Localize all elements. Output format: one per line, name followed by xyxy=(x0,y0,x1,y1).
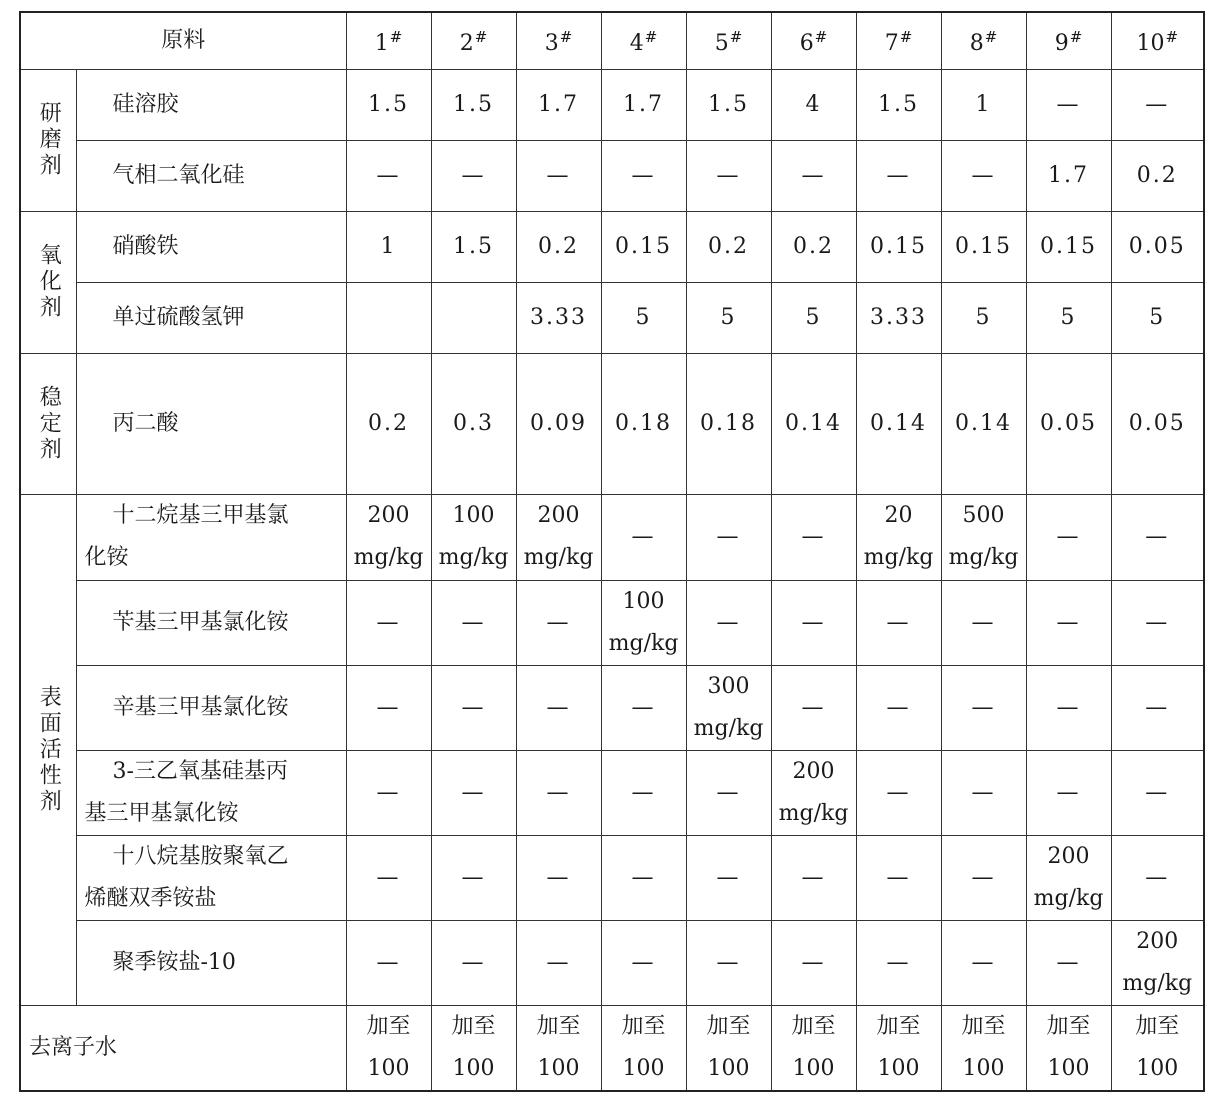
value-cell: — xyxy=(856,750,941,835)
value-cell: 0.18 xyxy=(601,353,686,494)
value-cell: — xyxy=(1111,580,1204,665)
value-cell: — xyxy=(856,835,941,920)
group-label-text: 表面活性剂 xyxy=(36,684,62,815)
value-cell: 5 xyxy=(1026,282,1111,353)
value-cell: 5 xyxy=(686,282,771,353)
value-cell: — xyxy=(346,920,431,1005)
material-row xyxy=(20,920,1204,1005)
value-cell: 0.15 xyxy=(601,211,686,282)
value-cell: 100 mg/kg xyxy=(431,494,516,580)
material-name: 十八烷基胺聚氧乙 烯醚双季铵盐 xyxy=(76,835,346,920)
value-cell: 0.18 xyxy=(686,353,771,494)
value-cell: 0.05 xyxy=(1026,353,1111,494)
value-cell: — xyxy=(431,750,516,835)
sample-header: 1# xyxy=(346,12,431,69)
value-cell: 1.7 xyxy=(1026,140,1111,211)
value-cell: 0.15 xyxy=(941,211,1026,282)
value-cell: 0.2 xyxy=(1111,140,1204,211)
group-label-text: 稳定剂 xyxy=(36,384,62,463)
group-label-text: 研磨剂 xyxy=(36,101,62,179)
value-cell: — xyxy=(431,140,516,211)
group-label xyxy=(20,69,76,211)
material-name: 3-三乙氧基硅基丙 基三甲基氯化铵 xyxy=(76,750,346,835)
value-cell: — xyxy=(1111,69,1204,140)
value-cell: — xyxy=(346,580,431,665)
value-cell: — xyxy=(771,835,856,920)
value-cell: — xyxy=(1111,750,1204,835)
material-name: 硅溶胶 xyxy=(76,69,346,140)
material-name: 苄基三甲基氯化铵 xyxy=(76,580,346,665)
value-cell: 5 xyxy=(941,282,1026,353)
value-cell: — xyxy=(686,920,771,1005)
value-cell: — xyxy=(1111,835,1204,920)
value-cell: — xyxy=(771,580,856,665)
value-cell: — xyxy=(516,835,601,920)
value-cell: — xyxy=(941,140,1026,211)
value-cell: — xyxy=(856,580,941,665)
value-cell: 0.14 xyxy=(856,353,941,494)
value-cell: 5 xyxy=(1111,282,1204,353)
value-cell: 200 mg/kg xyxy=(1026,835,1111,920)
value-cell: 500 mg/kg xyxy=(941,494,1026,580)
material-name: 丙二酸 xyxy=(76,353,346,494)
water-value-cell: 加至 100 xyxy=(856,1005,941,1091)
sample-header: 7# xyxy=(856,12,941,69)
value-cell: 1.5 xyxy=(431,69,516,140)
value-cell: — xyxy=(856,140,941,211)
water-value-cell: 加至 100 xyxy=(686,1005,771,1091)
value-cell: — xyxy=(941,835,1026,920)
value-cell: — xyxy=(771,494,856,580)
material-name: 硝酸铁 xyxy=(76,211,346,282)
material-row xyxy=(20,353,1204,494)
material-row xyxy=(20,835,1204,920)
material-row xyxy=(20,69,1204,140)
group-label xyxy=(20,211,76,353)
water-value-cell: 加至 100 xyxy=(1111,1005,1204,1091)
value-cell: — xyxy=(941,920,1026,1005)
value-cell: 0.14 xyxy=(941,353,1026,494)
value-cell: 1.7 xyxy=(516,69,601,140)
sample-header: 5# xyxy=(686,12,771,69)
material-row xyxy=(20,665,1204,750)
material-name: 气相二氧化硅 xyxy=(76,140,346,211)
value-cell: 0.09 xyxy=(516,353,601,494)
sample-header: 10# xyxy=(1111,12,1204,69)
value-cell: 1 xyxy=(346,211,431,282)
material-row xyxy=(20,494,1204,580)
value-cell: 0.05 xyxy=(1111,211,1204,282)
value-cell: — xyxy=(856,920,941,1005)
material-row xyxy=(20,211,1204,282)
value-cell: — xyxy=(601,140,686,211)
value-cell: 5 xyxy=(771,282,856,353)
value-cell: 200 mg/kg xyxy=(346,494,431,580)
header-row xyxy=(20,12,1204,69)
value-cell: 0.2 xyxy=(771,211,856,282)
value-cell: — xyxy=(1026,665,1111,750)
group-label-text: 氧化剂 xyxy=(36,243,62,321)
value-cell: 4 xyxy=(771,69,856,140)
value-cell: — xyxy=(1026,494,1111,580)
value-cell: 1.5 xyxy=(686,69,771,140)
value-cell: 0.05 xyxy=(1111,353,1204,494)
value-cell: 1.5 xyxy=(431,211,516,282)
value-cell: 5 xyxy=(601,282,686,353)
value-cell: — xyxy=(516,750,601,835)
value-cell: 3.33 xyxy=(856,282,941,353)
value-cell: — xyxy=(431,665,516,750)
value-cell: — xyxy=(346,750,431,835)
value-cell: — xyxy=(1026,580,1111,665)
material-name: 单过硫酸氢钾 xyxy=(76,282,346,353)
value-cell: — xyxy=(346,835,431,920)
value-cell: 300 mg/kg xyxy=(686,665,771,750)
value-cell: 0.14 xyxy=(771,353,856,494)
water-label: 去离子水 xyxy=(20,1005,346,1091)
group-label xyxy=(20,494,76,1005)
value-cell: — xyxy=(431,920,516,1005)
value-cell: — xyxy=(1026,920,1111,1005)
value-cell: 0.15 xyxy=(1026,211,1111,282)
value-cell: 0.2 xyxy=(346,353,431,494)
value-cell: — xyxy=(856,665,941,750)
value-cell: — xyxy=(686,835,771,920)
value-cell: — xyxy=(601,835,686,920)
value-cell: — xyxy=(431,835,516,920)
value-cell: 1.5 xyxy=(856,69,941,140)
value-cell: — xyxy=(346,140,431,211)
value-cell: — xyxy=(686,494,771,580)
value-cell xyxy=(346,282,431,353)
value-cell: — xyxy=(941,750,1026,835)
value-cell: — xyxy=(1026,750,1111,835)
value-cell: — xyxy=(771,140,856,211)
value-cell: — xyxy=(516,580,601,665)
material-name: 十二烷基三甲基氯 化铵 xyxy=(76,494,346,580)
group-label xyxy=(20,353,76,494)
value-cell: — xyxy=(686,140,771,211)
value-cell: 0.2 xyxy=(686,211,771,282)
value-cell: — xyxy=(941,665,1026,750)
value-cell: — xyxy=(601,750,686,835)
value-cell: — xyxy=(346,665,431,750)
value-cell: — xyxy=(771,665,856,750)
material-row xyxy=(20,580,1204,665)
sample-header: 9# xyxy=(1026,12,1111,69)
value-cell: — xyxy=(1111,494,1204,580)
sample-header: 3# xyxy=(516,12,601,69)
material-row xyxy=(20,750,1204,835)
water-value-cell: 加至 100 xyxy=(516,1005,601,1091)
sample-header: 2# xyxy=(431,12,516,69)
value-cell: 200 mg/kg xyxy=(516,494,601,580)
value-cell: — xyxy=(686,750,771,835)
material-row xyxy=(20,282,1204,353)
value-cell: — xyxy=(516,665,601,750)
water-row xyxy=(20,1005,1204,1091)
value-cell: — xyxy=(771,920,856,1005)
formulation-table xyxy=(19,11,1205,1092)
value-cell: 3.33 xyxy=(516,282,601,353)
sample-header: 4# xyxy=(601,12,686,69)
material-name: 聚季铵盐-10 xyxy=(76,920,346,1005)
value-cell: — xyxy=(1026,69,1111,140)
value-cell: 0.2 xyxy=(516,211,601,282)
value-cell: 20 mg/kg xyxy=(856,494,941,580)
water-value-cell: 加至 100 xyxy=(346,1005,431,1091)
value-cell: — xyxy=(516,920,601,1005)
value-cell: — xyxy=(601,920,686,1005)
value-cell: 1.7 xyxy=(601,69,686,140)
material-name: 辛基三甲基氯化铵 xyxy=(76,665,346,750)
value-cell: 200 mg/kg xyxy=(1111,920,1204,1005)
value-cell: 200 mg/kg xyxy=(771,750,856,835)
value-cell: — xyxy=(601,494,686,580)
value-cell: — xyxy=(516,140,601,211)
water-value-cell: 加至 100 xyxy=(601,1005,686,1091)
value-cell: 0.3 xyxy=(431,353,516,494)
value-cell: — xyxy=(601,665,686,750)
value-cell: 1.5 xyxy=(346,69,431,140)
material-row xyxy=(20,140,1204,211)
value-cell: — xyxy=(941,580,1026,665)
sample-header: 8# xyxy=(941,12,1026,69)
value-cell: 100 mg/kg xyxy=(601,580,686,665)
value-cell: 0.15 xyxy=(856,211,941,282)
sample-header: 6# xyxy=(771,12,856,69)
water-value-cell: 加至 100 xyxy=(1026,1005,1111,1091)
value-cell: — xyxy=(1111,665,1204,750)
water-value-cell: 加至 100 xyxy=(771,1005,856,1091)
value-cell: 1 xyxy=(941,69,1026,140)
water-value-cell: 加至 100 xyxy=(941,1005,1026,1091)
value-cell: — xyxy=(431,580,516,665)
water-value-cell: 加至 100 xyxy=(431,1005,516,1091)
value-cell: — xyxy=(686,580,771,665)
value-cell xyxy=(431,282,516,353)
raw-material-header: 原料 xyxy=(20,12,346,69)
